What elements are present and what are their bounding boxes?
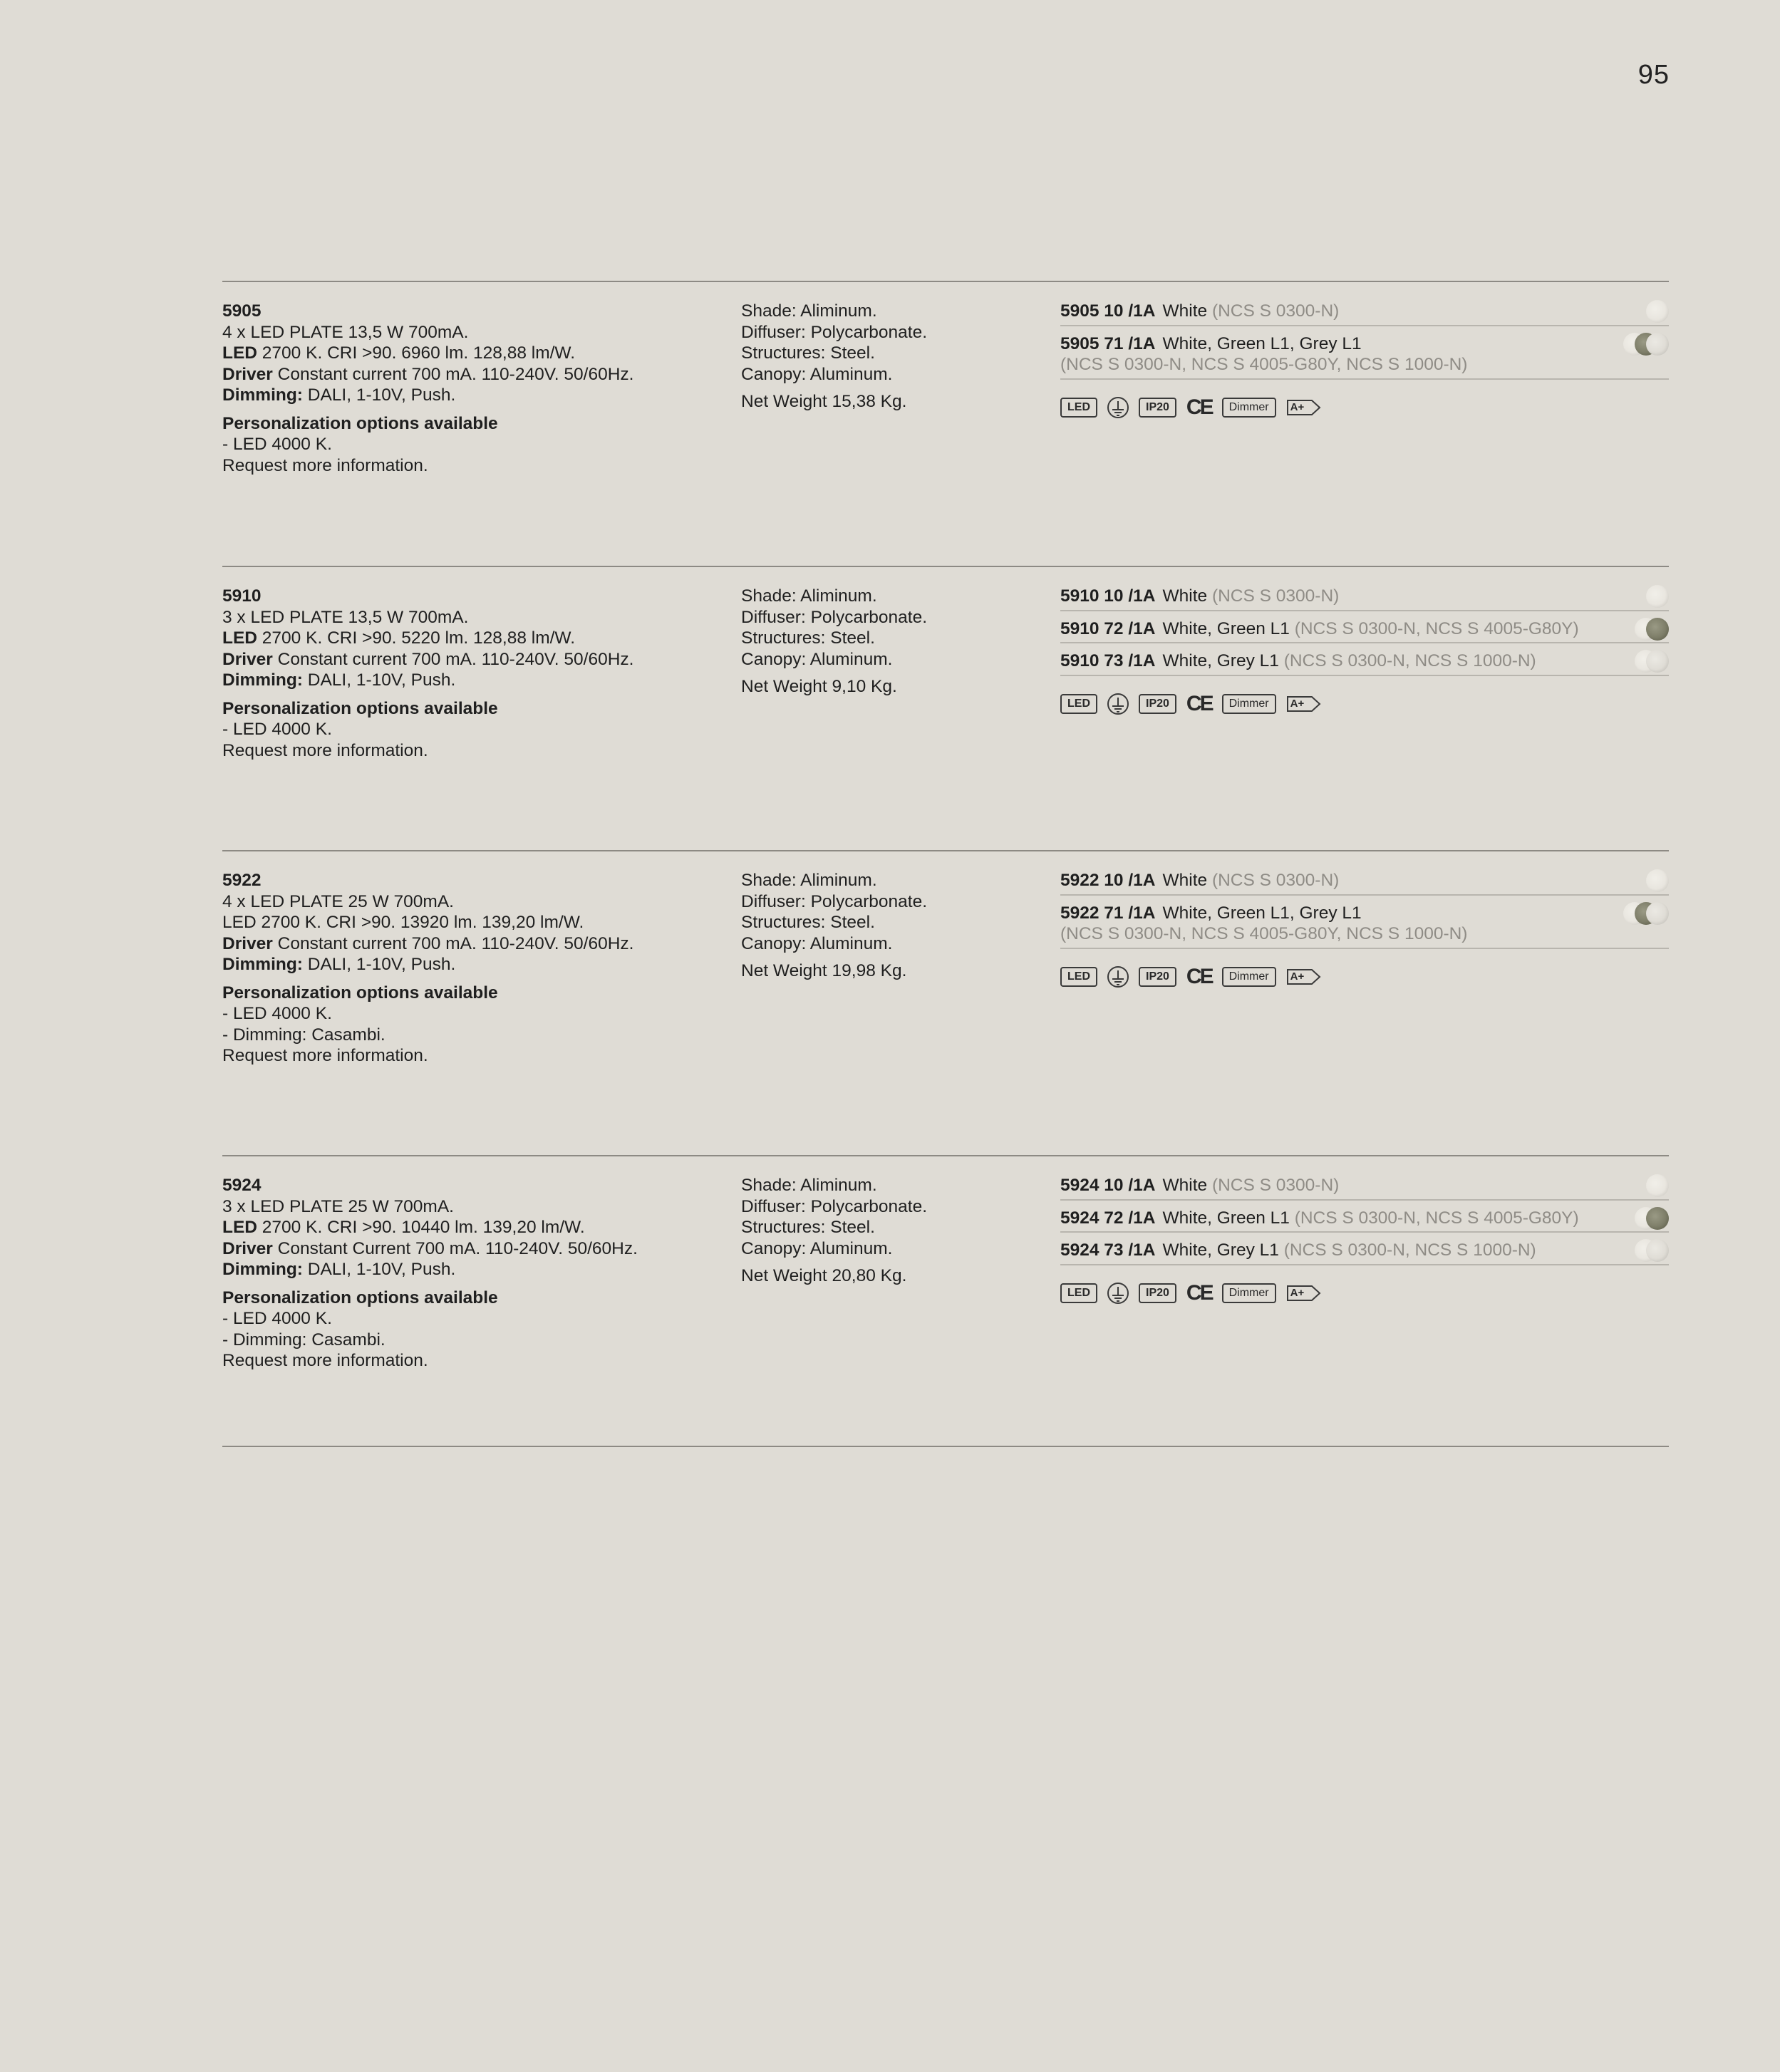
material-line: Shade: Aliminum. bbox=[741, 301, 877, 321]
net-weight: Net Weight 15,38 Kg. bbox=[741, 392, 907, 411]
dimmer-badge-icon: Dimmer bbox=[1222, 967, 1276, 987]
ip20-badge-icon: IP20 bbox=[1139, 967, 1176, 987]
variant-code: 5910 10 /1A bbox=[1060, 586, 1156, 606]
net-weight: Net Weight 19,98 Kg. bbox=[741, 961, 907, 980]
variant-name: White, Green L1 bbox=[1162, 618, 1290, 638]
personalization-option: Request more information. bbox=[222, 1351, 428, 1370]
material-line: Canopy: Aluminum. bbox=[741, 1238, 893, 1258]
personalization-option: - LED 4000 K. bbox=[222, 435, 332, 454]
driver-text: Constant Current 700 mA. 110-240V. 50/60Hz. bbox=[272, 1238, 638, 1258]
variant-ncs: (NCS S 0300-N) bbox=[1211, 301, 1340, 321]
led-text: 2700 K. CRI >90. 6960 lm. 128,88 lm/W. bbox=[257, 343, 576, 363]
variant-ncs: (NCS S 0300-N, NCS S 4005-G80Y) bbox=[1294, 1208, 1579, 1228]
swatch-green bbox=[1646, 1207, 1669, 1230]
color-swatches bbox=[1646, 586, 1669, 607]
material-line: Shade: Aliminum. bbox=[741, 1176, 877, 1195]
driver-label: Driver bbox=[222, 364, 273, 384]
variant-ncs: (NCS S 0300-N, NCS S 4005-G80Y) bbox=[1294, 618, 1579, 638]
variant-code: 5905 71 /1A bbox=[1060, 333, 1156, 353]
personalization-option: Request more information. bbox=[222, 740, 428, 760]
product-code: 5924 bbox=[222, 1176, 262, 1195]
energy-class-icon bbox=[1286, 398, 1305, 417]
product-code: 5905 bbox=[222, 301, 262, 321]
led-label: LED bbox=[222, 628, 257, 648]
color-swatches bbox=[1635, 1240, 1669, 1261]
energy-class-icon bbox=[1286, 695, 1305, 713]
personalization-title: Personalization options available bbox=[222, 1288, 498, 1307]
color-swatches bbox=[1623, 333, 1669, 355]
variant-name: White bbox=[1162, 301, 1208, 321]
material-line: Diffuser: Polycarbonate. bbox=[741, 322, 928, 342]
personalization-title: Personalization options available bbox=[222, 698, 498, 718]
led-line bbox=[222, 1217, 721, 1238]
ground-class-icon bbox=[1107, 1283, 1129, 1304]
ground-class-icon bbox=[1107, 397, 1129, 418]
swatch-grey bbox=[1646, 902, 1669, 925]
energy-class-icon bbox=[1286, 968, 1305, 986]
dimming-label: Dimming: bbox=[222, 1260, 303, 1279]
product-code: 5910 bbox=[222, 586, 262, 606]
product-variants bbox=[1060, 301, 1669, 418]
variant-name: White, Grey L1 bbox=[1162, 651, 1279, 670]
personalization-option: - Dimming: Casambi. bbox=[222, 1025, 386, 1045]
product-5922 bbox=[222, 850, 1669, 1065]
product-specs bbox=[222, 586, 721, 761]
ip20-badge-icon: IP20 bbox=[1139, 694, 1176, 714]
variant-row bbox=[1060, 1175, 1669, 1201]
led-text: LED 2700 K. CRI >90. 13920 lm. 139,20 lm/W. bbox=[222, 913, 584, 932]
driver-label: Driver bbox=[222, 649, 273, 669]
spacer bbox=[222, 691, 721, 698]
driver-line bbox=[222, 649, 721, 670]
personalization-option: - LED 4000 K. bbox=[222, 1004, 332, 1023]
product-spec: 4 x LED PLATE 25 W 700mA. bbox=[222, 891, 454, 911]
product-5905 bbox=[222, 281, 1669, 475]
material-line: Diffuser: Polycarbonate. bbox=[741, 891, 928, 911]
variant-code: 5924 72 /1A bbox=[1060, 1208, 1156, 1228]
color-swatches bbox=[1635, 651, 1669, 672]
dimming-text: DALI, 1-10V, Push. bbox=[302, 955, 456, 974]
variant-row bbox=[1060, 1208, 1669, 1233]
variant-name: White bbox=[1162, 871, 1208, 890]
variant-name: White bbox=[1162, 586, 1208, 606]
swatch-white bbox=[1646, 300, 1669, 323]
spacer bbox=[222, 406, 721, 413]
net-weight: Net Weight 20,80 Kg. bbox=[741, 1266, 907, 1285]
certification-icons bbox=[1060, 966, 1669, 988]
swatch-grey bbox=[1646, 333, 1669, 356]
led-line bbox=[222, 912, 721, 933]
material-line: Diffuser: Polycarbonate. bbox=[741, 1196, 928, 1216]
energy-class-label: A+ bbox=[1290, 400, 1305, 413]
product-materials bbox=[741, 1175, 1026, 1287]
led-badge-icon: LED bbox=[1060, 694, 1097, 714]
page-number: 95 bbox=[1637, 60, 1670, 90]
swatch-white bbox=[1646, 869, 1669, 892]
ip20-badge-icon: IP20 bbox=[1139, 1283, 1176, 1303]
energy-class-label: A+ bbox=[1290, 1286, 1305, 1299]
variant-ncs: (NCS S 0300-N, NCS S 4005-G80Y, NCS S 1000-N) bbox=[1060, 355, 1468, 374]
led-badge-icon: LED bbox=[1060, 1283, 1097, 1303]
variant-ncs: (NCS S 0300-N, NCS S 1000-N) bbox=[1283, 1240, 1536, 1260]
dimming-label: Dimming: bbox=[222, 955, 303, 974]
swatch-grey bbox=[1646, 1239, 1669, 1262]
personalization-option: - Dimming: Casambi. bbox=[222, 1330, 386, 1350]
product-specs bbox=[222, 1175, 721, 1372]
net-weight: Net Weight 9,10 Kg. bbox=[741, 677, 897, 696]
ground-class-icon bbox=[1107, 693, 1129, 715]
dimming-text: DALI, 1-10V, Push. bbox=[302, 385, 456, 405]
certification-icons bbox=[1060, 693, 1669, 715]
ground-class-icon bbox=[1107, 966, 1129, 988]
personalization-option: - LED 4000 K. bbox=[222, 1309, 332, 1328]
variant-code: 5922 10 /1A bbox=[1060, 871, 1156, 890]
variant-code: 5905 10 /1A bbox=[1060, 301, 1156, 321]
product-materials bbox=[741, 870, 1026, 982]
dimming-text: DALI, 1-10V, Push. bbox=[302, 670, 456, 690]
variant-code: 5924 10 /1A bbox=[1060, 1176, 1156, 1195]
spacer bbox=[222, 1280, 721, 1288]
energy-class-label: A+ bbox=[1290, 970, 1305, 983]
variant-code: 5910 72 /1A bbox=[1060, 618, 1156, 638]
material-line: Canopy: Aluminum. bbox=[741, 364, 893, 384]
color-swatches bbox=[1635, 618, 1669, 640]
led-label: LED bbox=[222, 1218, 257, 1237]
ce-mark-icon: CE bbox=[1186, 395, 1212, 419]
variant-row bbox=[1060, 1240, 1669, 1265]
color-swatches bbox=[1646, 1175, 1669, 1196]
personalization-option: Request more information. bbox=[222, 455, 428, 475]
swatch-green bbox=[1646, 618, 1669, 641]
product-materials bbox=[741, 586, 1026, 698]
variant-ncs: (NCS S 0300-N) bbox=[1211, 1176, 1340, 1195]
spacer bbox=[222, 975, 721, 983]
ce-mark-icon: CE bbox=[1186, 1280, 1212, 1305]
swatch-grey bbox=[1646, 650, 1669, 673]
variant-name: White bbox=[1162, 1176, 1208, 1195]
product-specs bbox=[222, 301, 721, 476]
variant-name: White, Grey L1 bbox=[1162, 1240, 1279, 1260]
product-variants bbox=[1060, 586, 1669, 715]
driver-text: Constant current 700 mA. 110-240V. 50/60Hz. bbox=[272, 933, 634, 953]
dimming-line bbox=[222, 1259, 721, 1280]
variant-row bbox=[1060, 301, 1669, 326]
led-text: 2700 K. CRI >90. 10440 lm. 139,20 lm/W. bbox=[257, 1218, 585, 1237]
variant-row bbox=[1060, 903, 1669, 949]
variant-name: White, Green L1 bbox=[1162, 1208, 1290, 1228]
personalization-option: Request more information. bbox=[222, 1046, 428, 1065]
color-swatches bbox=[1623, 903, 1669, 924]
led-text: 2700 K. CRI >90. 5220 lm. 128,88 lm/W. bbox=[257, 628, 576, 648]
variant-name: White, Green L1, Grey L1 bbox=[1162, 903, 1362, 923]
variant-row bbox=[1060, 651, 1669, 676]
personalization-title: Personalization options available bbox=[222, 983, 498, 1003]
variant-row bbox=[1060, 870, 1669, 896]
material-line: Shade: Aliminum. bbox=[741, 586, 877, 606]
driver-text: Constant current 700 mA. 110-240V. 50/60Hz. bbox=[272, 649, 634, 669]
certification-icons bbox=[1060, 1280, 1669, 1305]
dimming-label: Dimming: bbox=[222, 670, 303, 690]
swatch-white bbox=[1646, 1174, 1669, 1197]
personalization-title: Personalization options available bbox=[222, 413, 498, 433]
led-badge-icon: LED bbox=[1060, 967, 1097, 987]
energy-class-icon bbox=[1286, 1284, 1305, 1302]
product-variants bbox=[1060, 870, 1669, 988]
variant-code: 5910 73 /1A bbox=[1060, 651, 1156, 670]
variant-row bbox=[1060, 618, 1669, 644]
variant-row bbox=[1060, 586, 1669, 611]
energy-class-label: A+ bbox=[1290, 697, 1305, 710]
dimming-line bbox=[222, 954, 721, 975]
variant-row bbox=[1060, 333, 1669, 380]
material-line: Shade: Aliminum. bbox=[741, 871, 877, 890]
variant-ncs: (NCS S 0300-N, NCS S 1000-N) bbox=[1283, 651, 1536, 670]
led-line bbox=[222, 343, 721, 364]
product-materials bbox=[741, 301, 1026, 413]
swatch-white bbox=[1646, 585, 1669, 608]
material-line: Structures: Steel. bbox=[741, 1218, 875, 1237]
material-line: Canopy: Aluminum. bbox=[741, 649, 893, 669]
material-line: Diffuser: Polycarbonate. bbox=[741, 607, 928, 627]
product-5910 bbox=[222, 566, 1669, 760]
product-spec: 3 x LED PLATE 13,5 W 700mA. bbox=[222, 607, 469, 627]
driver-line bbox=[222, 364, 721, 385]
led-badge-icon: LED bbox=[1060, 398, 1097, 418]
ce-mark-icon: CE bbox=[1186, 964, 1212, 988]
personalization-option: - LED 4000 K. bbox=[222, 720, 332, 739]
certification-icons bbox=[1060, 397, 1669, 418]
dimming-line bbox=[222, 385, 721, 406]
variant-code: 5924 73 /1A bbox=[1060, 1240, 1156, 1260]
led-line bbox=[222, 628, 721, 649]
driver-text: Constant current 700 mA. 110-240V. 50/60Hz. bbox=[272, 364, 634, 384]
variant-code: 5922 71 /1A bbox=[1060, 903, 1156, 923]
product-specs bbox=[222, 870, 721, 1067]
variant-ncs: (NCS S 0300-N) bbox=[1211, 871, 1340, 890]
color-swatches bbox=[1635, 1208, 1669, 1229]
dimmer-badge-icon: Dimmer bbox=[1222, 398, 1276, 418]
color-swatches bbox=[1646, 301, 1669, 322]
material-line: Structures: Steel. bbox=[741, 628, 875, 648]
led-label: LED bbox=[222, 343, 257, 363]
color-swatches bbox=[1646, 870, 1669, 891]
variant-ncs: (NCS S 0300-N, NCS S 4005-G80Y, NCS S 1000-N) bbox=[1060, 924, 1468, 943]
product-spec: 3 x LED PLATE 25 W 700mA. bbox=[222, 1196, 454, 1216]
driver-line bbox=[222, 1238, 721, 1260]
product-code: 5922 bbox=[222, 871, 262, 890]
ip20-badge-icon: IP20 bbox=[1139, 398, 1176, 418]
ce-mark-icon: CE bbox=[1186, 691, 1212, 715]
driver-label: Driver bbox=[222, 933, 273, 953]
dimmer-badge-icon: Dimmer bbox=[1222, 1283, 1276, 1303]
dimming-line bbox=[222, 670, 721, 691]
material-line: Canopy: Aluminum. bbox=[741, 933, 893, 953]
driver-label: Driver bbox=[222, 1238, 273, 1258]
dimming-text: DALI, 1-10V, Push. bbox=[302, 1260, 456, 1279]
variant-ncs: (NCS S 0300-N) bbox=[1211, 586, 1340, 606]
variant-name: White, Green L1, Grey L1 bbox=[1162, 333, 1362, 353]
bottom-rule bbox=[222, 1446, 1669, 1447]
material-line: Structures: Steel. bbox=[741, 913, 875, 932]
product-variants bbox=[1060, 1175, 1669, 1304]
product-5924 bbox=[222, 1155, 1669, 1370]
dimmer-badge-icon: Dimmer bbox=[1222, 694, 1276, 714]
driver-line bbox=[222, 933, 721, 955]
dimming-label: Dimming: bbox=[222, 385, 303, 405]
product-spec: 4 x LED PLATE 13,5 W 700mA. bbox=[222, 322, 469, 342]
material-line: Structures: Steel. bbox=[741, 343, 875, 363]
